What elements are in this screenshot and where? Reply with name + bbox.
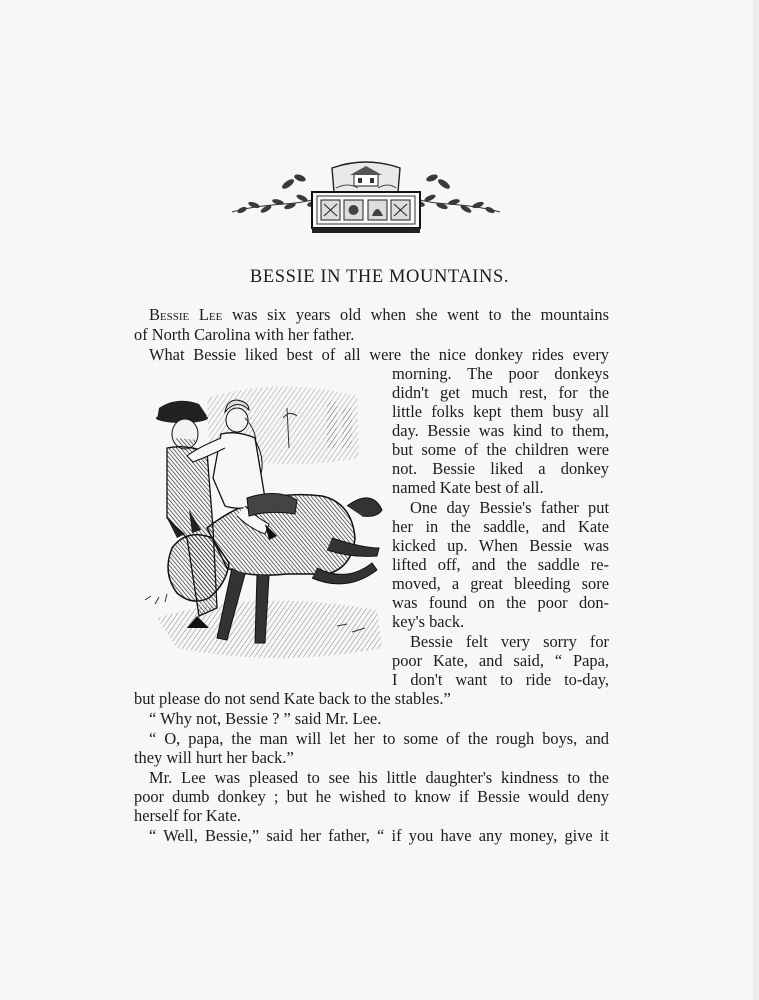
text-line: lifted off, and the saddle re- — [392, 555, 609, 574]
text-line: kicked up. When Bessie was — [392, 536, 609, 555]
text-line: Bessie felt very sorry for — [410, 632, 609, 651]
text-line: poor dumb donkey ; but he wished to know if Bessie would deny — [134, 787, 609, 806]
text-line: “ Well, Bessie,” said her father, “ if you have any money, give it — [149, 826, 609, 845]
text-line: day. Bessie was kind to them, — [392, 421, 609, 440]
text-line: was found on the poor don- — [392, 593, 609, 612]
text-line: What Bessie liked best of all were the nice donkey rides every — [149, 345, 609, 364]
text-line: not. Bessie liked a donkey — [392, 459, 609, 478]
text-line: of North Carolina with her father. — [134, 325, 355, 344]
chapter-title: BESSIE IN THE MOUNTAINS. — [249, 267, 510, 287]
text-line: Mr. Lee was pleased to see his little daughter's kindness to the — [149, 768, 609, 787]
text-line: herself for Kate. — [134, 806, 241, 825]
text-line: One day Bessie's father put — [410, 498, 609, 517]
drop-name: Bessie Lee — [149, 305, 223, 324]
text-line: didn't get much rest, for the — [392, 383, 609, 402]
text-line: but some of the children were — [392, 440, 609, 459]
text-line: named Kate best of all. — [392, 478, 544, 497]
text-line: moved, a great bleeding sore — [392, 574, 609, 593]
text-line: poor Kate, and said, “ Papa, — [392, 651, 609, 670]
text-line: but please do not send Kate back to the stables.” — [134, 689, 451, 708]
text-line: they will hurt her back.” — [134, 748, 294, 767]
headpiece-ornament — [228, 154, 504, 236]
text-line: her in the saddle, and Kate — [392, 517, 609, 536]
text-line-rest: was six years old when she went to the mountains — [231, 305, 609, 324]
text-line: key's back. — [392, 612, 465, 631]
text-line: “ Why not, Bessie ? ” said Mr. Lee. — [149, 709, 382, 728]
text-line: morning. The poor donkeys — [392, 364, 609, 383]
donkey-illustration — [137, 378, 387, 673]
text-line — [149, 305, 609, 324]
text-line: little folks kept them busy all — [392, 402, 609, 421]
text-line: “ O, papa, the man will let her to some of the rough boys, and — [149, 729, 609, 748]
text-line: I don't want to ride to-day, — [392, 670, 609, 689]
page-edge-shadow — [753, 0, 759, 1000]
